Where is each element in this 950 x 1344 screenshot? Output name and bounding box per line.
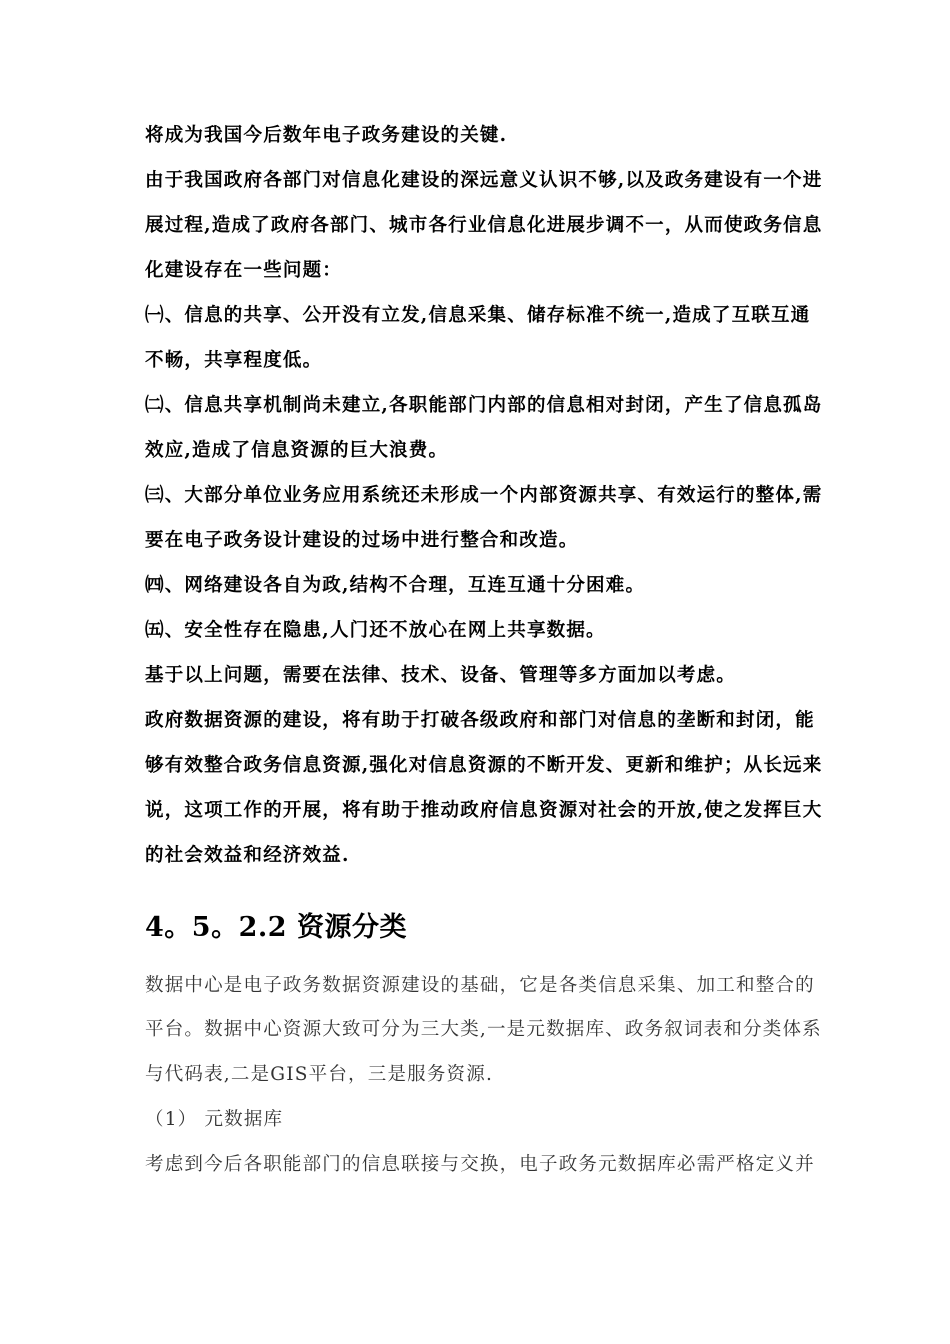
paragraph-line: 与代码表,二是GIS平台，三是服务资源. [145, 1064, 494, 1085]
paragraph-line: 基于以上问题，需要在法律、技术、设备、管理等多方面加以考虑。 [145, 665, 737, 686]
list-item-1: ㈠、信息的共享、公开没有立发,信息采集、储存标准不统一,造成了互联互通 [145, 305, 811, 326]
paragraph-line: 不畅，共享程度低。 [145, 350, 323, 371]
subheading: （1） 元数据库 [145, 1109, 284, 1130]
paragraph-line: 数据中心是电子政务数据资源建设的基础，它是各类信息采集、加工和整合的 [145, 975, 815, 996]
list-item-5: ㈤、安全性存在隐患,人门还不放心在网上共享数据。 [145, 620, 606, 641]
paragraph-line: 由于我国政府各部门对信息化建设的深远意义认识不够,以及政务建设有一个进 [145, 170, 823, 191]
paragraph-line: 够有效整合政务信息资源,强化对信息资源的不断开发、更新和维护；从长远来 [145, 755, 823, 776]
paragraph-line: 要在电子政务设计建设的过场中进行整合和改造。 [145, 530, 579, 551]
paragraph-line: 展过程,造成了政府各部门、城市各行业信息化进展步调不一，从而使政务信息 [145, 215, 823, 236]
paragraph-line: 化建设存在一些问题： [145, 260, 343, 281]
list-item-4: ㈣、网络建设各自为政,结构不合理，互连互通十分困难。 [145, 575, 646, 596]
paragraph-line: 效应,造成了信息资源的巨大浪费。 [145, 440, 449, 461]
list-item-2: ㈡、信息共享机制尚未建立,各职能部门内部的信息相对封闭，产生了信息孤岛 [145, 395, 823, 416]
list-item-3: ㈢、大部分单位业务应用系统还未形成一个内部资源共享、有效运行的整体,需 [145, 485, 823, 506]
paragraph-line: 政府数据资源的建设，将有助于打破各级政府和部门对信息的垄断和封闭，能 [145, 710, 815, 731]
section-heading: 4。5。2.2 资源分类 [145, 912, 407, 943]
paragraph-line: 将成为我国今后数年电子政务建设的关键. [145, 125, 508, 146]
paragraph-line: 平台。数据中心资源大致可分为三大类,一是元数据库、政务叙词表和分类体系 [145, 1019, 822, 1040]
paragraph-line: 的社会效益和经济效益. [145, 845, 350, 866]
paragraph-line: 考虑到今后各职能部门的信息联接与交换，电子政务元数据库必需严格定义并 [145, 1154, 815, 1175]
paragraph-line: 说，这项工作的开展，将有助于推动政府信息资源对社会的开放,使之发挥巨大 [145, 800, 823, 821]
